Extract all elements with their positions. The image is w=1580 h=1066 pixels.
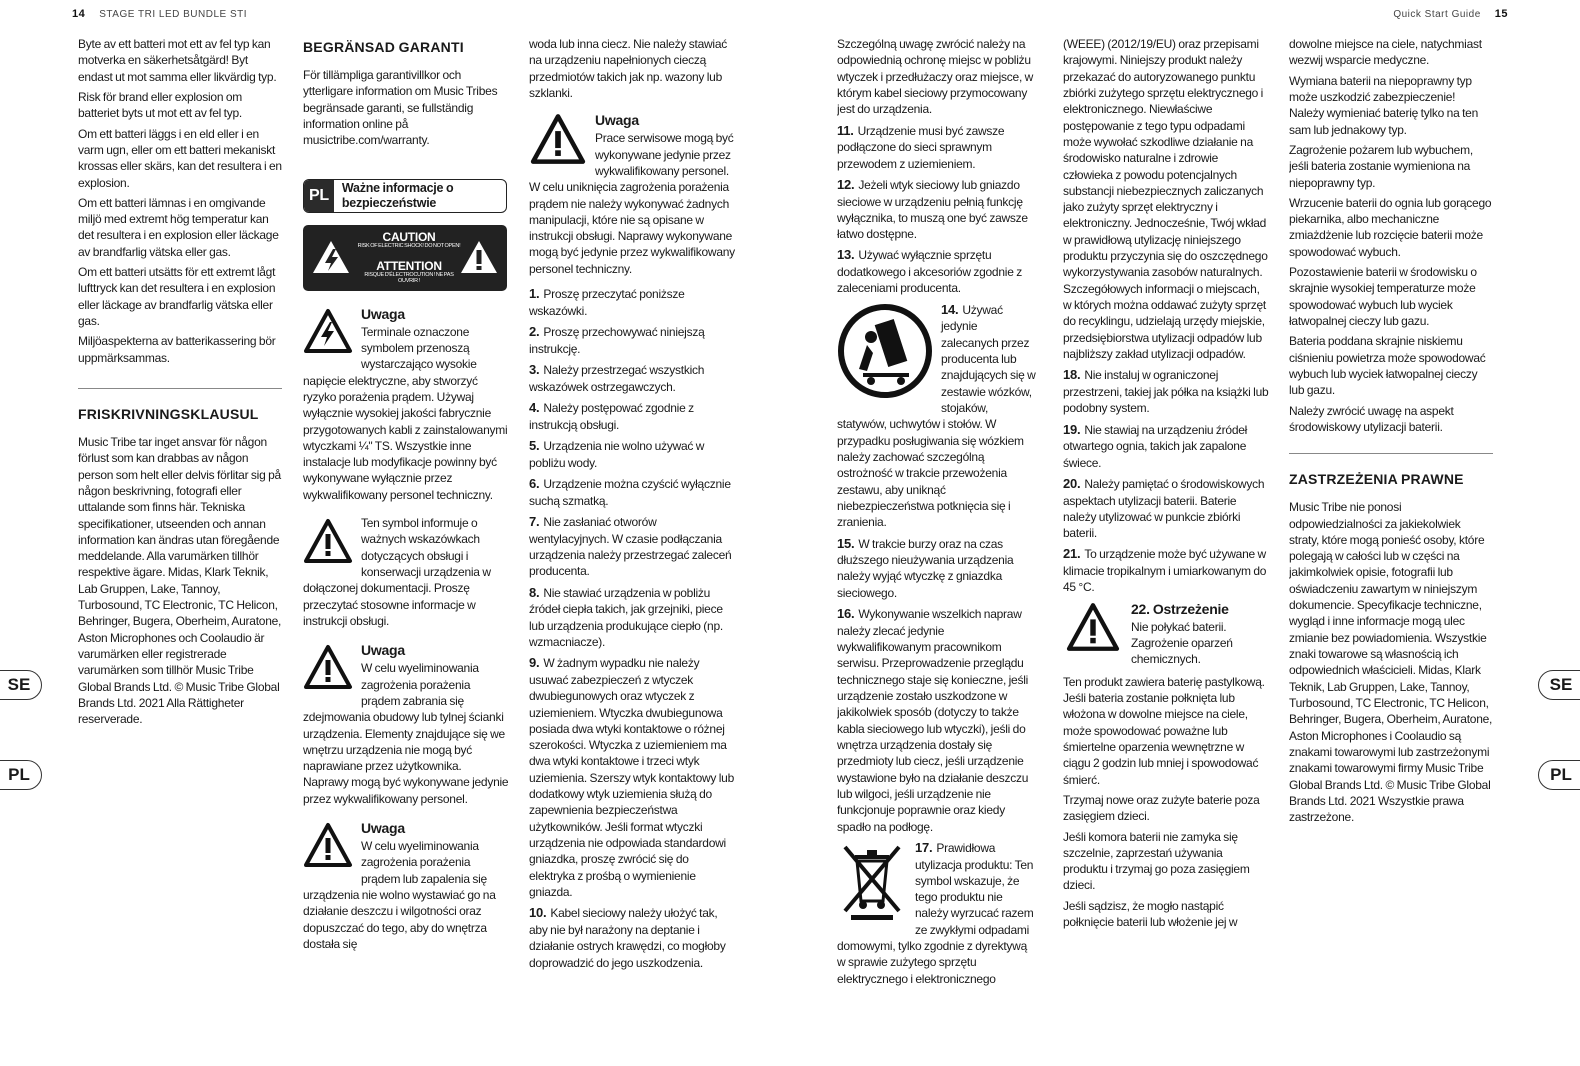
paragraph: Miljöaspekterna av batterikassering bör uppmärksammas. [78, 334, 276, 365]
warning-text: Terminale oznaczone symbolem przenoszą wystarczająco wysokie napięcie elektryczne, aby stworzyć ryzyko porażenia prądem. Używaj wyłącznie wysokiej jakości fabrycznie przygotowanych kabli z zainstalowanymi wtyczkami ¼" TS. Wszystkie inne instalacje lub modyfikacje powinny być wykonywane wyłącznie przez wykwalifikowany personel techniczny. [303, 324, 508, 502]
item-number: 5. [529, 438, 540, 454]
section-divider [1289, 453, 1493, 454]
item-number: 16. [837, 606, 855, 622]
cart-tip-over-icon [837, 303, 933, 399]
item-text: W żadnym wypadku nie należy usuwać zabezpieczeń z wtyczek dwubiegunowych oraz wtyczek z uziemieniem. Wtyczka dwubiegunowa posiada dwa wtyki kontaktowe o różnej szerokości. Wtyczka z uziemieniem ma dwa wtyki kontaktowe i trzeci wtyk uziemienia. Szerszy wtyk kontaktowy lub dodatkowy wtyk uziemienia służą do zapewnienia bezpieczeństwa użytkowników. Jeśli format wtyczki urządzenia nie odpowiada standardowi gniazdka, proszę zwrócić się do elektryka z prośbą o wymienienie gniazda. [529, 656, 734, 899]
caution-title: CAUTION [382, 229, 436, 244]
caution-subtitle: RISK OF ELECTRIC SHOCK! DO NOT OPEN! [357, 242, 461, 249]
paragraph: Zagrożenie pożarem lub wybuchem, jeśli bateria zostanie wymieniona na niepoprawny typ. [1289, 142, 1473, 190]
warning-text: Ten symbol informuje o ważnych wskazówkach dotyczących obsługi i konserwacji urządzenia w dołączonej dokumentacji. Proszę przeczytać stosowne informacje w instrukcji obsługi. [303, 516, 491, 628]
item-text: Kabel sieciowy należy ułożyć tak, aby nie był narażony na deptanie i działanie ostrych krawędzi, co mogłoby doprowadzić do jego uszkodzenia. [529, 906, 726, 970]
item-number: 4. [529, 400, 540, 416]
paragraph: Jeśli komora baterii nie zamyka się szczelnie, zaprzestań używania produktu i trzymaj go poza zasięgiem dzieci. [1063, 829, 1250, 893]
item-number: 21. [1063, 546, 1081, 562]
list-item [837, 176, 1037, 243]
left-page-header [72, 8, 247, 20]
list-item [1063, 475, 1269, 542]
paragraph: Music Tribe tar inget ansvar för någon förlust som kan drabbas av någon person som helt eller delvis förlitar sig på någon beskrivning, fotografi eller uttalande som finns här. Tekniska specifikationer, utseenden och annan information kan ändras utan föregående meddelande. Alla varumärken tillhör respektive ägare. Midas, Klark Teknik, Lab Gruppen, Lake, Tannoy, Turbosound, TC Electronic, TC Helicon, Behringer, Bugera, Oberheim, Auratone, Aston Microphones och Coolaudio är varumärken eller registrerade varumärken som tillhör Music Tribe Global Brands Ltd. © Music Tribe Global Brands Ltd. 2021 Alla Rättigheter reserverade. [78, 434, 282, 727]
item-text: Używać jedynie zalecanych przez producenta lub znajdujących się w zestawie wózków, stojaków, statywów, uchwytów i stołów. W przypadku posługiwania się wózkiem należy zachować szczególną ostrożność w trakcie przewożenia zestawu, aby uniknąć niebezpieczeństwa potknięcia się i zranienia. [837, 302, 1036, 530]
item-number: 10. [529, 905, 547, 921]
item-text: Należy postępować zgodnie z instrukcją obsługi. [529, 401, 694, 432]
item-text: Używać wyłącznie sprzętu dodatkowego i akcesoriów zgodnie z zaleceniami producenta. [837, 248, 1022, 296]
warning-text: Prace serwisowe mogą być wykonywane jedynie przez wykwalifikowany personel. W celu uniknięcia zagrożenia porażenia prądem nie należy wykonywać żadnych manipulacji, które nie są opisane w instrukcji obsługi. Naprawy wykonywane mogą być jedynie przez wykwalifikowany personel techniczny. [529, 131, 735, 276]
safety-item-list [529, 285, 736, 971]
badge-language-code: PL [304, 180, 334, 212]
list-item [529, 654, 736, 900]
warning-block-terminals [303, 305, 509, 503]
item-number: 7. [529, 514, 540, 529]
attention-subtitle: RISQUE D'ÉLECTROCUTION ! NE PAS OUVRIR ! [364, 271, 454, 285]
warning-text: W celu wyeliminowania zagrożenia porażenia prądem zabrania się zdejmowania obudowy lub tylnej ścianki urządzenia. Elementy znajdujące się we wnętrzu urządzenia nie mogą być naprawiane przez użytkownika. Naprawy mogą być wykonywane jedynie przez wykwalifikowany personel. [303, 661, 509, 806]
warning-title: Uwaga [361, 820, 405, 837]
weee-crossed-bin-icon [837, 841, 907, 921]
list-item [529, 904, 736, 971]
item-number: 17. [915, 839, 933, 855]
paragraph: Trzymaj nowe oraz zużyte baterie poza zasięgiem dzieci. [1063, 792, 1260, 824]
list-item [837, 301, 1037, 531]
item-number: 2. [529, 324, 540, 340]
language-tab-pl-left: PL [0, 760, 42, 790]
column-5-disposal-battery [1063, 36, 1269, 1056]
language-tab-se-left: SE [0, 670, 42, 700]
list-item [529, 584, 736, 651]
list-item [1063, 545, 1269, 595]
item-number: 19. [1063, 421, 1081, 437]
caution-label [303, 225, 507, 291]
item-text: Nie stawiaj na urządzeniu źródeł otwartego ognia, takich jak zapalone świece. [1063, 422, 1248, 470]
section-heading-legal: ZASTRZEŻENIA PRAWNE [1289, 471, 1464, 488]
exclamation-warning-icon [529, 113, 587, 165]
item-text: Należy przestrzegać wszystkich wskazówek ostrzegawczych. [529, 363, 705, 394]
item-text: Należy pamiętać o środowiskowych aspektach utylizacji baterii. Baterie należy utylizować w punkcie zbiórki baterii. [1063, 476, 1265, 541]
warning-block-service [529, 111, 736, 277]
list-item [837, 122, 1037, 172]
section-divider [78, 388, 282, 389]
paragraph: Jeśli sądzisz, że mogło nastąpić połknięcie baterii lub włożenie jej w [1063, 898, 1238, 930]
paragraph: Pozostawienie baterii w środowisku o skrajnie wysokiej temperaturze może spowodować wybuch lub wyciek łatwopalnej cieczy lub gazu. [1289, 265, 1477, 328]
item-text: Jeżeli wtyk sieciowy lub gniazdo sieciowe w urządzeniu pełnią funkcję wyłącznika, to muszą one być zawsze łatwo dostępne. [837, 177, 1028, 242]
item-text: To urządzenie może być używane w klimacie tropikalnym i umiarkowanym do 45 °C. [1063, 547, 1267, 595]
column-3-safety-instructions [529, 36, 736, 1056]
attention-title: ATTENTION [376, 258, 442, 273]
badge-label: Ważne informacje o bezpieczeństwie [341, 180, 454, 210]
list-item [837, 535, 1037, 602]
list-item [529, 399, 736, 433]
section-heading-warranty: BEGRÄNSAD GARANTI [303, 39, 464, 55]
paragraph: Należy zwrócić uwagę na aspekt środowiskowy utylizacji baterii. [1289, 403, 1454, 434]
item-text: Proszę przechowywać niniejszą instrukcję. [529, 325, 705, 356]
paragraph: Ten produkt zawiera baterię pastylkową. Jeśli bateria zostanie połknięta lub włożona w dowolne miejsce na ciele, może spowodować poważne lub śmiertelne oparzenia wewnętrzne w ciągu 2 godzin lub mniej i spowodować śmierć. [1063, 674, 1265, 787]
item-text: Nie zasłaniać otworów wentylacyjnych. W czasie podłączania urządzenia należy przestrzegać zaleceń producenta. [529, 515, 732, 579]
warning-block-moisture [303, 819, 509, 952]
paragraph: Byte av ett batteri mot ett av fel typ kan motverka en säkerhetsåtgärd! Byt endast ut mot samma eller likvärdig typ. [78, 37, 277, 84]
exclamation-warning-icon [303, 821, 353, 869]
item-number: 1. [529, 286, 540, 302]
paragraph: Risk för brand eller explosion om batteriet byts ut mot ett av fel typ. [78, 89, 242, 121]
paragraph: woda lub inna ciecz. Nie należy stawiać na urządzeniu napełnionych cieczą przedmiotów takich jak np. wazony lub szklanki. [529, 37, 728, 100]
paragraph: Bateria poddana skrajnie niskiemu ciśnieniu powietrza może spowodować wybuch lub wyciek łatwopalnej cieczy lub gazu. [1289, 334, 1486, 398]
column-4-safety-instructions [837, 36, 1037, 1056]
paragraph: Music Tribe nie ponosi odpowiedzialności za jakiekolwiek straty, które mogą ponieść osoby, które polegają w całości lub w części na jakimkolwiek opisie, fotografii lub oświadczeniu zawartym w niniejszym dokumencie. Specyfikacje techniczne, wygląd i inne informacje mogą ulec zmianie bez powiadomienia. Wszystkie znaki towarowe są własnością ich odpowiednich właścicieli. Midas, Klark Teknik, Lab Gruppen, Lake, Tannoy, Turbosound, TC Electronic, TC Helicon, Behringer, Bugera, Oberheim, Auratone, Aston Microphones i Coolaudio są znakami towarowymi lub zastrzeżonymi znakami towarowymi firmy Music Tribe Global Brands Ltd. © Music Tribe Global Brands Ltd. 2021 Wszystkie prawa zastrzeżone. [1289, 500, 1493, 825]
item-number: 14. [941, 301, 959, 317]
list-item [529, 323, 736, 357]
item-text: Nie stawiać urządzenia w pobliżu źródeł ciepła takich, jak grzejniki, piece lub urządzenia produkujące ciepło (np. wzmacniacze). [529, 585, 723, 649]
warning-text: Nie połykać baterii. Zagrożenie oparzeń chemicznych. [1131, 619, 1233, 667]
list-item [1063, 366, 1269, 416]
paragraph: Szczególną uwagę zwrócić należy na odpowiednią ochronę miejsc w pobliżu wtyczek i przedłużaczy oraz miejsce, w którym kabel sieciowy przymocowany jest do urządzenia. [837, 37, 1034, 117]
item-number: 3. [529, 362, 540, 378]
section-heading-disclaimer: FRISKRIVNINGSKLAUSUL [78, 405, 259, 422]
item-number: 13. [837, 247, 855, 263]
item-text: Proszę przeczytać poniższe wskazówki. [529, 287, 685, 318]
item-number: 12. [837, 176, 855, 192]
left-page-number: 14 [72, 8, 86, 20]
column-2-warranty-safety [303, 36, 509, 1056]
warning-text: W celu wyeliminowania zagrożenia porażenia prądem lub zapalenia się urządzenia nie wolno wystawiać go na działanie deszczu i wilgotności oraz dopuszczać do tego, aby do wnętrza dostała się [303, 839, 496, 951]
column-1-swedish-battery [78, 36, 282, 1056]
list-item [529, 285, 736, 319]
safety-info-badge [303, 179, 507, 213]
left-header-title: STAGE TRI LED BUNDLE STI [99, 9, 248, 20]
exclamation-warning-icon [303, 643, 353, 691]
item-number: 20. [1063, 475, 1081, 491]
shock-warning-icon [311, 239, 351, 275]
language-tab-se-right: SE [1538, 670, 1580, 700]
exclamation-warning-icon [303, 517, 353, 565]
paragraph: Om ett batteri utsätts för ett extremt lågt lufttryck kan det resultera i en explosion eller läckage av brandfarlig vätska eller gas. [78, 265, 276, 328]
list-item [837, 246, 1037, 296]
right-header-title: Quick Start Guide [1393, 9, 1481, 20]
warning-title: Uwaga [361, 305, 405, 322]
right-page-header [1393, 8, 1508, 20]
right-page-number: 15 [1494, 8, 1508, 20]
paragraph: Om ett batteri läggs i en eld eller i en varm ugn, eller om ett batteri mekaniskt krossas eller skärs, kan det resultera i en explosion. [78, 126, 282, 190]
item-text: Urządzenie musi być zawsze podłączone do sieci sprawnym przewodem z uziemieniem. [837, 123, 1005, 171]
list-item [837, 605, 1037, 835]
item-number: 9. [529, 655, 540, 671]
paragraph: Wymiana baterii na niepoprawny typ może uszkodzić zabezpieczenie! Należy wymieniać baterię tylko na ten sam lub jednakowy typ. [1289, 73, 1479, 137]
warning-block-battery [1063, 600, 1269, 668]
paragraph: Wrzucenie baterii do ognia lub gorącego piekarnika, albo mechaniczne zmiażdżenie lub rozcięcie baterii może spowodować wybuch. [1289, 195, 1492, 259]
paragraph: För tillämpliga garantivillkor och ytterligare information om Music Tribes begränsade garanti, se fullständig information online på musictribe.com/warranty. [303, 68, 498, 148]
list-item [529, 475, 736, 509]
item-text: Urządzenie można czyścić wyłącznie suchą szmatką. [529, 477, 731, 508]
item-text: Urządzenia nie wolno używać w pobliżu wody. [529, 439, 705, 470]
warning-title: Uwaga [595, 112, 639, 129]
exclamation-warning-icon [1063, 602, 1123, 652]
item-number: 15. [837, 535, 855, 551]
paragraph: dowolne miejsce na ciele, natychmiast wezwij wsparcie medyczne. [1289, 37, 1482, 68]
column-6-battery-legal [1289, 36, 1493, 1056]
item-number: 8. [529, 584, 540, 600]
item-text: W trakcie burzy oraz na czas dłuższego nieużywania urządzenia należy wyjąć wtyczkę z gniazdka sieciowego. [837, 536, 1014, 600]
item-number: 18. [1063, 367, 1081, 383]
item-number: 11. [837, 122, 854, 138]
language-tab-pl-right: PL [1538, 760, 1580, 790]
exclamation-warning-icon [459, 239, 499, 275]
list-item [837, 839, 1037, 987]
list-item [529, 437, 736, 471]
warning-block-documentation [303, 515, 509, 629]
list-item [1063, 421, 1269, 471]
warning-block-housing [303, 641, 509, 807]
paragraph: (WEEE) (2012/19/EU) oraz przepisami krajowymi. Niniejszy produkt należy przekazać do autoryzowanego punktu zbiórki zużytego sprzętu elektrycznego i elektronicznego. Niewłaściwe postępowanie z tego typu odpadami może wywołać szkodliwe działanie na środowisko naturalne i zdrowie człowieka z powodu potencjalnych substancji niebezpiecznych zaliczanych jako zużyty sprzęt elektryczny i elektroniczny. Jednocześnie, Twój wkład w prawidłową utylizację niniejszego produktu przyczynia się do oszczędnego wykorzystywania zasobów naturalnych. Szczegółowych informacji o miejscach, w których można oddawać zużyty sprzęt do recyklingu, udzielają urzędy miejskie, przedsiębiorstwa utylizacji odpadów lub najbliższy zakład utylizacji odpadów. [1063, 37, 1268, 361]
paragraph: Om ett batteri lämnas i en omgivande miljö med extremt hög temperatur kan det resultera i en explosion eller läckage av brandfarlig vätska eller gas. [78, 195, 279, 259]
item-text: Prawidłowa utylizacja produktu: Ten symbol wskazuje, że tego produktu nie należy wyrzucać razem ze zwykłymi odpadami domowymi, tylko zgodnie z dyrektywą w sprawie zużytego sprzętu elektrycznego i elektronicznego [837, 840, 1034, 986]
list-item [529, 361, 736, 395]
warning-title: Uwaga [361, 642, 405, 659]
shock-warning-icon [303, 307, 353, 355]
list-item [529, 513, 736, 580]
item-text: Nie instaluj w ograniczonej przestrzeni, takiej jak półka na książki lub podobny system. [1063, 368, 1269, 416]
item-text: Wykonywanie wszelkich napraw należy zlecać jedynie wykwalifikowanym pracownikom serwisu. Przeprowadzenie przeglądu technicznego staje się konieczne, jeśli urządzenie zostało uszkodzone w jakikolwiek sposób (dotyczy to także kabla sieciowego lub wtyczki), jeśli do wnętrza urządzenia dostały się przedmioty lub ciecz, jeśli urządzenie wystawione było na działanie deszczu lub wilgoci, jeśli urządzenie nie funkcjonuje poprawnie oraz kiedy spadło na podłogę. [837, 607, 1029, 834]
item-number: 6. [529, 476, 540, 492]
warning-title: 22. Ostrzeżenie [1131, 600, 1229, 617]
